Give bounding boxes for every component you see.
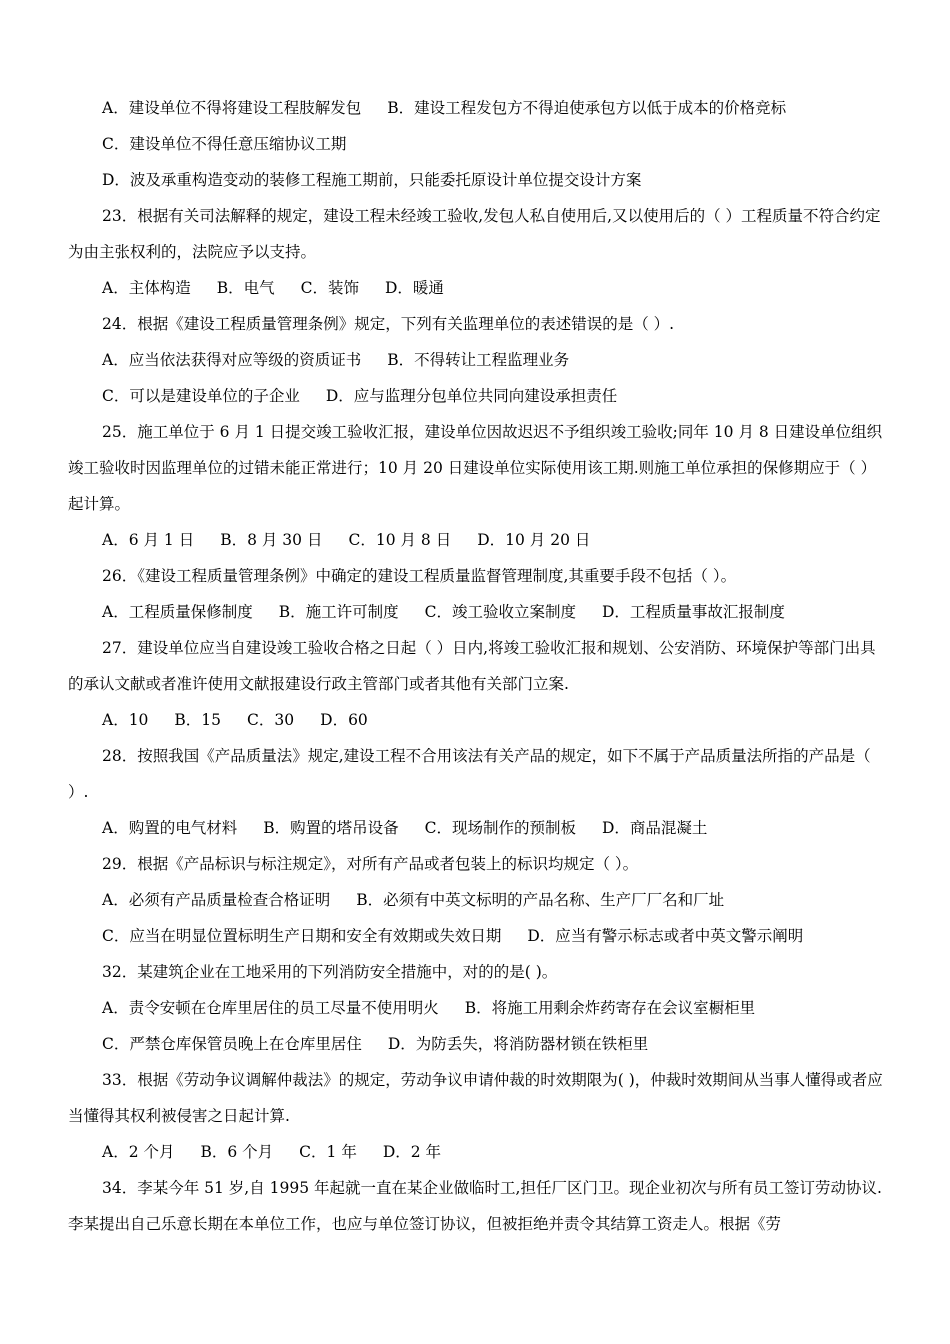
option-a: A．建设单位不得将建设工程肢解发包 [102,99,362,117]
option-c: C．竣工验收立案制度 [424,603,576,621]
option-line [68,702,886,738]
option-a: A．2 个月 [102,1143,175,1161]
option-line [68,162,886,198]
question-text: 32．某建筑企业在工地采用的下列消防安全措施中，对的的是( )。 [102,963,558,981]
option-d: D．商品混凝土 [601,819,708,837]
option-line [68,90,886,126]
option-c: C．建设单位不得任意压缩协议工期 [102,135,347,153]
option-d: D．工程质量事故汇报制度 [601,603,785,621]
option-line [68,378,886,414]
question-text: 23．根据有关司法解释的规定，建设工程未经竣工验收,发包人私自使用后,又以使用后的（ ）工程质量不符合约定为由主张权利的，法院应予以支持。 [68,207,881,261]
option-d: D．应与监理分包单位共同向建设承担责任 [325,387,618,405]
option-b: B．将施工用剩余炸药寄存在会议室橱柜里 [464,999,756,1017]
option-line [68,522,886,558]
option-line [68,1026,886,1062]
option-c: C．可以是建设单位的子企业 [102,387,300,405]
option-line [68,342,886,378]
option-d: D．10 月 20 日 [477,531,591,549]
option-line [68,270,886,306]
question-text: 34．李某今年 51 岁,自 1995 年起就一直在某企业做临时工,担任厂区门卫。现企业初次与所有员工签订劳动协议.李某提出自己乐意长期在本单位工作，也应与单位签订协议，但被拒绝并责令其结算工资走人。根据《劳 [68,1179,882,1233]
option-b: B．不得转让工程监理业务 [387,351,570,369]
question-28 [68,738,886,810]
question-text: 27．建设单位应当自建设竣工验收合格之日起（ ）日内,将竣工验收汇报和规划、公安消防、环境保护等部门出具的承认文献或者准许使用文献报建设行政主管部门或者其他有关部门立案. [68,639,876,693]
option-b: B．必须有中英文标明的产品名称、生产厂厂名和厂址 [356,891,725,909]
option-d: D．2 年 [382,1143,442,1161]
option-line [68,810,886,846]
option-line [68,882,886,918]
question-text: 25．施工单位于 6 月 1 日提交竣工验收汇报，建设单位因故迟迟不予组织竣工验收;同年 10 月 8 日建设单位组织竣工验收时因监理单位的过错未能正常进行；10 月 20 日建设单位实际使用该工期.则施工单位承担的保修期应于（ ）起计算。 [68,423,883,513]
document-body [68,90,886,1242]
question-33 [68,1062,886,1134]
question-23 [68,198,886,270]
question-text: 33．根据《劳动争议调解仲裁法》的规定，劳动争议申请仲裁的时效期限为( )，仲裁时效期间从当事人懂得或者应当懂得其权利被侵害之日起计算. [68,1071,883,1125]
question-text: 28．按照我国《产品质量法》规定,建设工程不合用该法有关产品的规定，如下不属于产品质量法所指的产品是（ ）. [68,747,871,801]
option-a: A．主体构造 [102,279,191,297]
option-c: C．严禁仓库保管员晚上在仓库里居住 [102,1035,362,1053]
option-line [68,990,886,1026]
option-line [68,126,886,162]
question-24 [68,306,886,342]
option-c: C．应当在明显位置标明生产日期和安全有效期或失效日期 [102,927,502,945]
question-text: 29．根据《产品标识与标注规定》，对所有产品或者包装上的标识均规定（ ）。 [102,855,639,873]
option-d: D．60 [320,711,368,729]
question-27 [68,630,886,702]
option-d: D．为防丢失，将消防器材锁在铁柜里 [387,1035,649,1053]
question-text: 24．根据《建设工程质量管理条例》规定，下列有关监理单位的表述错误的是（ ）. [102,315,675,333]
option-a: A．购置的电气材料 [102,819,238,837]
option-b: B．建设工程发包方不得迫使承包方以低于成本的价格竞标 [387,99,787,117]
option-c: C．装饰 [300,279,359,297]
option-b: B．8 月 30 日 [220,531,323,549]
option-a: A．6 月 1 日 [102,531,195,549]
option-c: C．10 月 8 日 [348,531,452,549]
option-a: A．工程质量保修制度 [102,603,253,621]
option-b: B．施工许可制度 [278,603,399,621]
option-a: A．应当依法获得对应等级的资质证书 [102,351,362,369]
option-c: C．现场制作的预制板 [424,819,576,837]
option-a: A．责令安顿在仓库里居住的员工尽量不使用明火 [102,999,439,1017]
option-a: A．必须有产品质量检查合格证明 [102,891,331,909]
option-line [68,1134,886,1170]
option-a: A．10 [102,711,149,729]
question-26 [68,558,886,594]
question-32 [68,954,886,990]
option-b: B．15 [174,711,222,729]
option-b: B．购置的塔吊设备 [263,819,399,837]
option-d: D．暖通 [384,279,444,297]
option-line [68,594,886,630]
option-d: D．波及承重构造变动的装修工程施工期前，只能委托原设计单位提交设计方案 [102,171,642,189]
option-b: B．6 个月 [200,1143,274,1161]
option-c: C．1 年 [299,1143,357,1161]
question-25 [68,414,886,522]
option-d: D．应当有警示标志或者中英文警示阐明 [527,927,804,945]
option-c: C．30 [247,711,295,729]
option-b: B．电气 [216,279,275,297]
option-line [68,918,886,954]
question-34 [68,1170,886,1242]
question-text: 26．《建设工程质量管理条例》中确定的建设工程质量监督管理制度,其重要手段不包括（ ）。 [102,567,737,585]
question-29 [68,846,886,882]
